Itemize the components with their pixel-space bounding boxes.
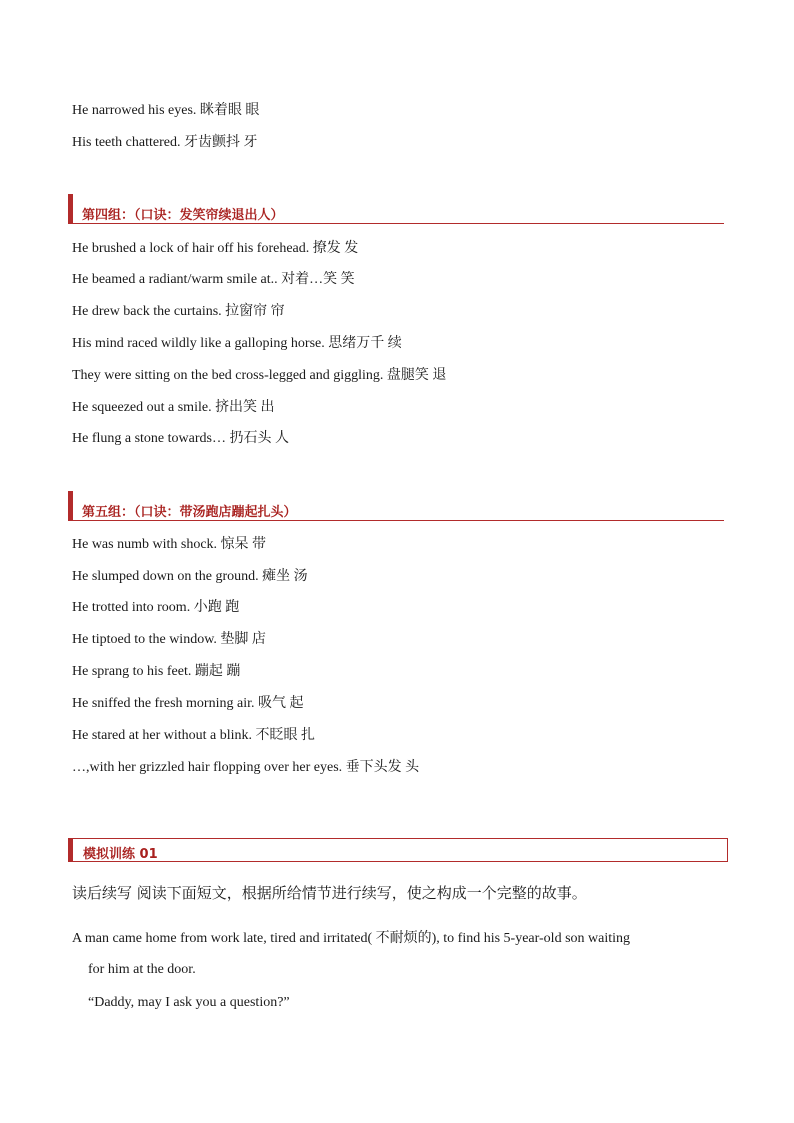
vocab-line: He beamed a radiant/warm smile at.. 对着…笑 笑	[72, 272, 355, 287]
vocab-line: He stared at her without a blink. 不眨眼 扎	[72, 728, 316, 743]
group4-title: 第四组：（口诀：发笑帘续退出人）	[82, 208, 284, 223]
exercise-heading	[68, 838, 728, 862]
vocab-line: He flung a stone towards… 扔石头 人	[72, 431, 289, 446]
heading-accent-bar	[68, 491, 73, 521]
heading-accent-bar	[68, 838, 73, 862]
heading-underline	[73, 223, 724, 224]
heading-underline	[73, 520, 724, 521]
vocab-line: He trotted into room. 小跑 跑	[72, 600, 240, 615]
group5-title: 第五组：（口诀：带汤跑店蹦起扎头）	[82, 505, 297, 520]
story-line: for him at the door.	[88, 962, 196, 977]
vocab-line: He was numb with shock. 惊呆 带	[72, 537, 267, 552]
vocab-line: He sprang to his feet. 蹦起 蹦	[72, 664, 241, 679]
vocab-line: He sniffed the fresh morning air. 吸气 起	[72, 696, 304, 711]
vocab-line: His mind raced wildly like a galloping horse. 思绪万千 续	[72, 336, 402, 351]
story-line: “Daddy, may I ask you a question?”	[88, 995, 290, 1010]
group4-heading	[68, 194, 724, 224]
vocab-line: He drew back the curtains. 拉窗帘 帘	[72, 304, 285, 319]
vocab-line: He tiptoed to the window. 垫脚 店	[72, 632, 266, 647]
exercise-title: 模拟训练 01	[83, 847, 158, 862]
story-line: A man came home from work late, tired and irritated( 不耐烦的), to find his 5-year-old son waiting	[72, 931, 631, 946]
vocab-line: He squeezed out a smile. 挤出笑 出	[72, 400, 275, 415]
vocab-line: …,with her grizzled hair flopping over her eyes. 垂下头发 头	[72, 760, 420, 775]
exercise-instruction: 读后续写 阅读下面短文，根据所给情节进行续写，使之构成一个完整的故事。	[72, 884, 587, 902]
vocab-line: He slumped down on the ground. 瘫坐 汤	[72, 569, 308, 584]
vocab-line: They were sitting on the bed cross-legged and giggling. 盘腿笑 退	[72, 368, 447, 383]
vocab-line: His teeth chattered. 牙齿颤抖 牙	[72, 135, 258, 150]
heading-accent-bar	[68, 194, 73, 224]
vocab-line: He brushed a lock of hair off his forehead. 撩发 发	[72, 241, 359, 256]
group5-heading	[68, 491, 724, 521]
vocab-line: He narrowed his eyes. 眯着眼 眼	[72, 103, 260, 118]
